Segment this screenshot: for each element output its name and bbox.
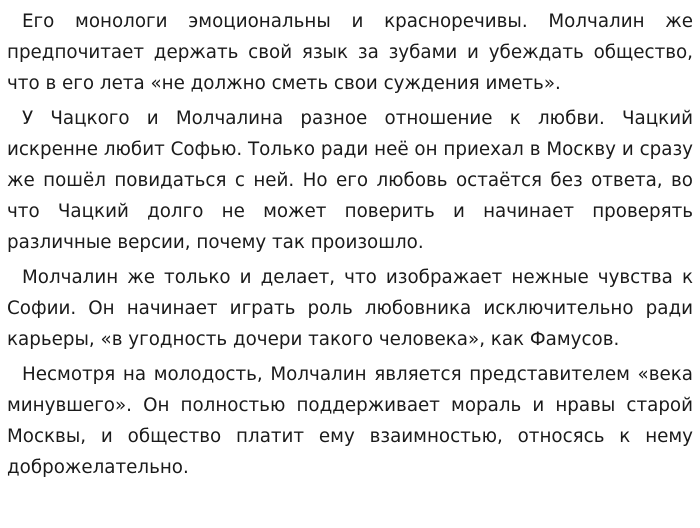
paragraph-2: У Чацкого и Молчалина разное отношение к любви. Чацкий искренне любит Софью. Только ради неё он приехал в Москву и сразу же пошёл повидаться с ней. Но его любовь остаётся без ответа, во что Чацкий долго не может поверить и начинает проверять различные версии, почему так произошло. xyxy=(7,108,693,253)
paragraph-1: Его монологи эмоциональны и красноречивы. Молчалин же предпочитает держать свой язык за зубами и убеждать общество, что в его лета «не должно сметь свои суждения иметь». xyxy=(7,11,693,94)
paragraph-4: Несмотря на молодость, Молчалин является представителем «века минувшего». Он полностью поддерживает мораль и нравы старой Москвы, и общество платит ему взаимностью, относясь к нему доброжелательно. xyxy=(7,364,693,478)
paragraph-3: Молчалин же только и делает, что изображает нежные чувства к Софии. Он начинает играть роль любовника исключительно ради карьеры, «в угодность дочери такого человека», как Фамусов. xyxy=(7,267,693,350)
